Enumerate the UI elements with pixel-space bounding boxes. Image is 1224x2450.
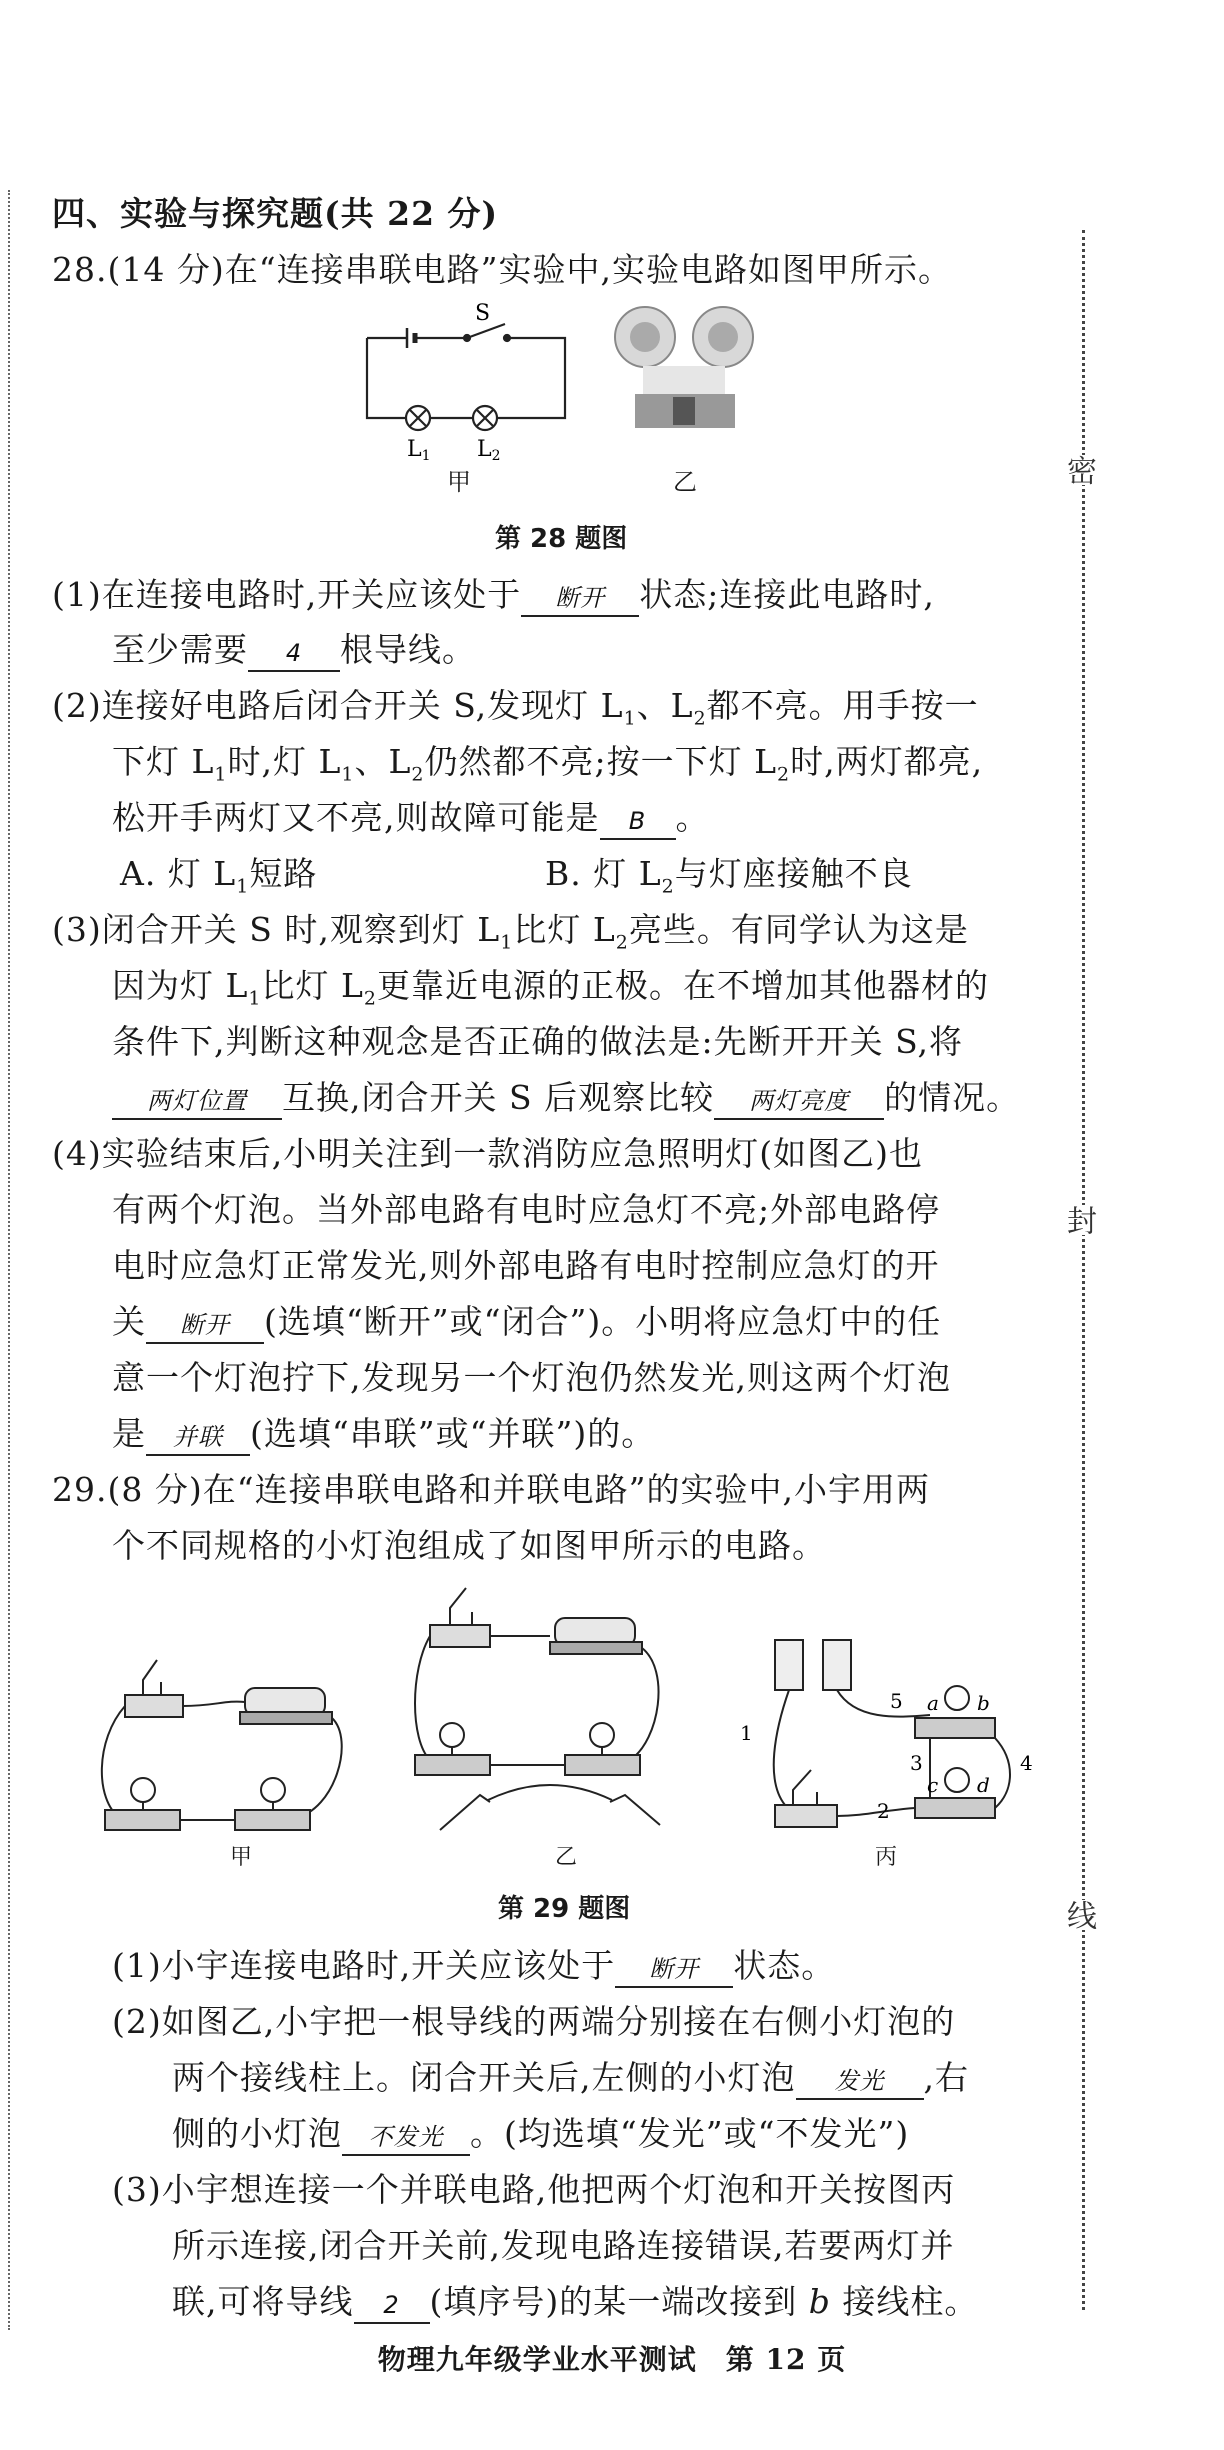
q28-4-line5: 意一个灯泡拧下,发现另一个灯泡仍然发光,则这两个灯泡	[112, 1358, 951, 1397]
seal-char-mi: 密	[1068, 455, 1100, 485]
fig29-label-bing: 丙	[875, 1845, 898, 1870]
answer-blank: 断开	[521, 581, 639, 617]
answer-blank: 4	[248, 636, 340, 672]
svg-text:d: d	[977, 1773, 990, 1797]
q29-2-line2: 两个接线柱上。闭合开关后,左侧的小灯泡 发光 ,右	[172, 2056, 969, 2100]
fig29-caption: 第 29 题图	[498, 1894, 631, 1924]
emergency-light-photo	[605, 302, 775, 432]
fig29-label-yi: 乙	[555, 1845, 578, 1870]
fig29-label-jia: 甲	[230, 1845, 253, 1870]
answer-blank: 两灯亮度	[714, 1084, 884, 1120]
answer-blank: 不发光	[342, 2120, 470, 2156]
answer-blank: 并联	[146, 1420, 250, 1456]
seal-char-feng: 封	[1068, 1205, 1100, 1235]
q29-2-line3: 侧的小灯泡 不发光 。(均选填“发光”或“不发光”)	[172, 2112, 909, 2156]
fig28-label-yi: 乙	[673, 468, 697, 496]
answer-blank: 两灯位置	[112, 1084, 282, 1120]
fig28-caption: 第 28 题图	[495, 524, 628, 554]
switch-label: S	[475, 301, 491, 326]
svg-text:5: 5	[890, 1689, 903, 1713]
section-title: 四、实验与探究题(共 22 分)	[52, 194, 499, 233]
q28-1-line1: (1)在连接电路时,开关应该处于 断开 状态;连接此电路时,	[52, 573, 935, 617]
q28-2-line3: 松开手两灯又不亮,则故障可能是 B 。	[112, 796, 710, 840]
q29-3-line2: 所示连接,闭合开关前,发现电路连接错误,若要两灯并	[172, 2226, 955, 2265]
svg-text:b: b	[977, 1691, 990, 1715]
svg-text:2: 2	[877, 1799, 890, 1823]
svg-text:1: 1	[740, 1721, 753, 1745]
q28-2-line2: 下灯 $L_1$时,灯 $L_1$、$L_2$仍然都不亮;按一下灯 $L_2$时,两灯都亮,	[112, 742, 984, 786]
answer-blank: 发光	[796, 2064, 924, 2100]
q28-2-option-a: A. 灯 $L_1$短路	[120, 854, 318, 898]
page-footer: 物理九年级学业水平测试 第 12 页	[377, 2343, 847, 2376]
svg-text:c: c	[927, 1773, 939, 1797]
q29-stem-line2: 个不同规格的小灯泡组成了如图甲所示的电路。	[112, 1526, 826, 1565]
svg-text:3: 3	[910, 1751, 923, 1775]
answer-blank: 断开	[146, 1308, 264, 1344]
q29-3-line1: (3)小宇想连接一个并联电路,他把两个灯泡和开关按图丙	[112, 2170, 956, 2209]
q29-stem-line1: 29.(8 分)在“连接串联电路和并联电路”的实验中,小宇用两	[52, 1470, 930, 1509]
q29-1-line: (1)小宇连接电路时,开关应该处于 断开 状态。	[112, 1944, 835, 1988]
answer-blank: B	[600, 804, 676, 840]
answer-blank: 断开	[615, 1952, 733, 1988]
q28-2-line1: (2)连接好电路后闭合开关 S,发现灯 $L_1$、$L_2$都不亮。用手按一	[52, 686, 979, 730]
svg-text:L1: L1	[407, 437, 431, 464]
fig28-label-jia: 甲	[447, 468, 471, 496]
q28-stem: 28.(14 分)在“连接串联电路”实验中,实验电路如图甲所示。	[52, 250, 952, 289]
q28-2-option-b: B. 灯 $L_2$与灯座接触不良	[545, 854, 913, 898]
fig29-yi-drawing	[410, 1570, 710, 1840]
q28-3-line3: 条件下,判断这种观念是否正确的做法是:先断开开关 S,将	[112, 1022, 964, 1061]
q28-4-line3: 电时应急灯正常发光,则外部电路有电时控制应急灯的开	[112, 1246, 940, 1285]
svg-text:L2: L2	[477, 437, 501, 464]
left-binding-line	[8, 190, 10, 2330]
q28-4-line2: 有两个灯泡。当外部电路有电时应急灯不亮;外部电路停	[112, 1190, 941, 1229]
svg-text:a: a	[927, 1691, 939, 1715]
q28-4-line1: (4)实验结束后,小明关注到一款消防应急照明灯(如图乙)也	[52, 1134, 923, 1173]
seal-line	[1082, 230, 1085, 2310]
q28-3-line1: (3)闭合开关 S 时,观察到灯 $L_1$比灯 $L_2$亮些。有同学认为这是	[52, 910, 969, 954]
q29-2-line1: (2)如图乙,小宇把一根导线的两端分别接在右侧小灯泡的	[112, 2002, 956, 2041]
q28-3-line2: 因为灯 $L_1$比灯 $L_2$更靠近电源的正极。在不增加其他器材的	[112, 966, 989, 1010]
seal-char-xian: 线	[1068, 1900, 1100, 1930]
q28-4-line6: 是 并联 (选填“串联”或“并联”)的。	[112, 1412, 655, 1456]
q28-4-line4: 关 断开 (选填“断开”或“闭合”)。小明将应急灯中的任	[112, 1300, 941, 1344]
q28-3-line4: 两灯位置 互换,闭合开关 S 后观察比较 两灯亮度 的情况。	[112, 1076, 1020, 1120]
svg-text:4: 4	[1020, 1751, 1033, 1775]
q28-circuit-diagram	[355, 298, 575, 468]
q29-3-line3: 联,可将导线 2 (填序号)的某一端改接到 b 接线柱。	[172, 2280, 978, 2324]
fig29-bing-drawing	[735, 1630, 1045, 1840]
fig29-jia-drawing	[95, 1640, 395, 1840]
q28-1-line2: 至少需要 4 根导线。	[112, 628, 476, 672]
answer-blank: 2	[354, 2288, 430, 2324]
